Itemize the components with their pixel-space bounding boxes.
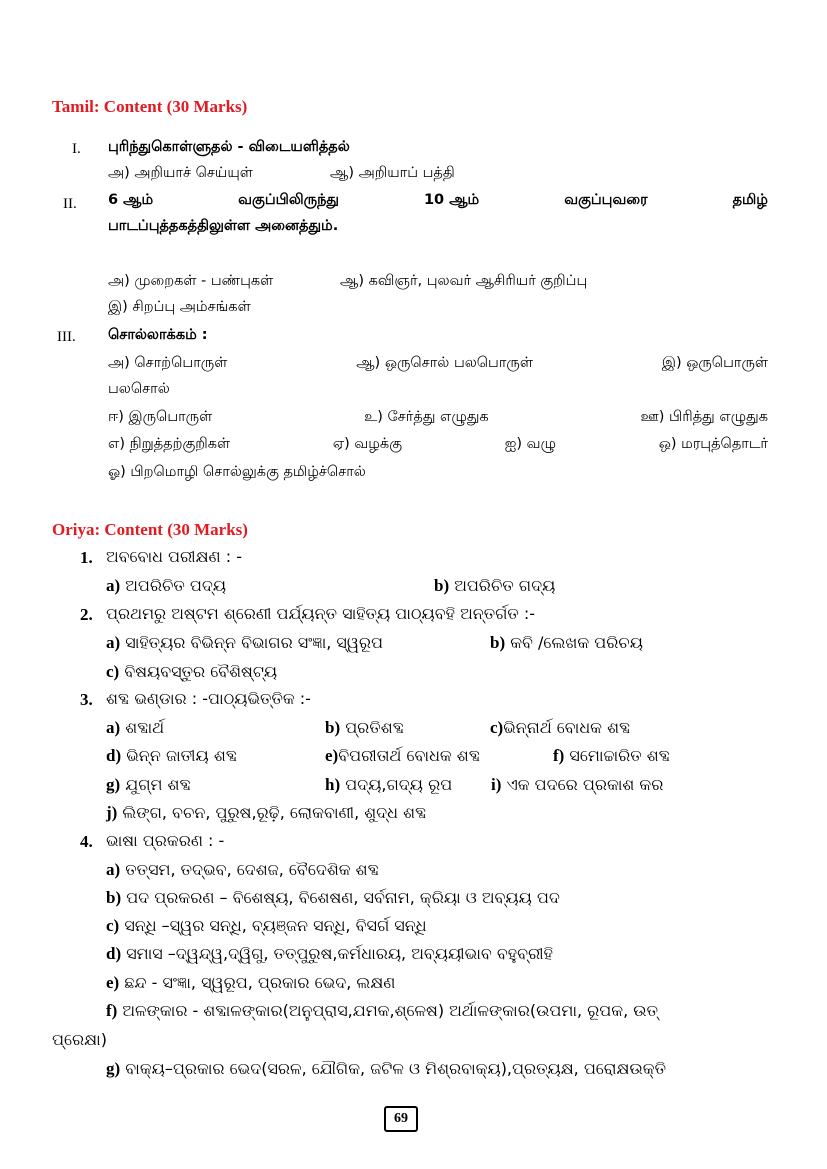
oriya-item-3g-label: g): [106, 775, 121, 794]
oriya-item-2a: [106, 633, 383, 653]
oriya-item-3j-label: j): [106, 803, 118, 822]
oriya-item-3f: [553, 746, 670, 766]
oriya-item-4c: [106, 916, 427, 936]
tamil-section-3-row-3-col-2: ஏ) வழக்கு: [332, 436, 403, 452]
oriya-item-4a: [106, 860, 379, 880]
oriya-item-3d: [106, 746, 237, 766]
oriya-item-3b-label: b): [325, 718, 341, 737]
oriya-item-4f-label: f): [106, 1001, 118, 1020]
oriya-item-4b: [106, 888, 560, 908]
oriya-item-3a-text: ଶବ୍ଦାର୍ଥ: [125, 718, 165, 737]
tamil-section-3-numeral: III.: [57, 329, 76, 345]
oriya-item-3g: [106, 775, 191, 795]
oriya-item-4a-label: a): [106, 860, 121, 879]
tamil-section-3-row-1-cont: பலசொல்: [108, 381, 170, 397]
oriya-item-1a-label: a): [106, 576, 121, 595]
tamil-section-3-title: சொல்லாக்கம் :: [108, 327, 208, 343]
oriya-item-3b: [325, 718, 404, 738]
tamil-section-2-word-4: வகுப்புவரை: [564, 192, 648, 208]
oriya-item-3h-label: h): [325, 775, 341, 794]
oriya-item-3-title: ଶବ୍ଦ ଭଣ୍ଡାର : -ପାଠ୍ୟଭିତ୍ତିକ :-: [106, 689, 311, 708]
oriya-item-4g-label: g): [106, 1059, 121, 1078]
oriya-item-1b-label: b): [434, 576, 450, 595]
oriya-item-4f-cont: ପ୍ରେକ୍ଷା): [52, 1030, 107, 1049]
tamil-section-2-item-a: அ) முறைகள் - பண்புகள்: [108, 273, 274, 289]
tamil-section-3-row-1: [108, 355, 768, 373]
oriya-item-3d-label: d): [106, 746, 122, 765]
oriya-item-4d-label: d): [106, 944, 122, 963]
oriya-item-4b-label: b): [106, 888, 122, 907]
oriya-item-1-title: ଅବବୋଧ ପରୀକ୍ଷଣ : -: [106, 547, 242, 566]
oriya-item-3a: [106, 718, 164, 738]
oriya-item-3-number: 3.: [80, 690, 93, 709]
tamil-section-1-item-b: ஆ) அறியாப் பத்தி: [330, 165, 455, 181]
oriya-item-2c: [106, 662, 277, 682]
oriya-item-2c-text: ବିଷୟବସ୍ତୁର ବୈଶିଷ୍ଟ୍ୟ: [124, 662, 278, 681]
tamil-section-2-numeral: II.: [63, 196, 77, 212]
tamil-section-3-row-1-col-1: அ) சொற்பொருள்: [108, 355, 228, 371]
oriya-item-4g-text: ବାକ୍ୟ–ପ୍ରକାର ଭେଦ(ସରଳ, ଯୌଗିକ, ଜଟିଳ ଓ ମିଶ୍ରବାକ୍ୟ),ପ୍ରତ୍ୟକ୍ଷ, ପରୋକ୍ଷଉକ୍ତି: [125, 1059, 667, 1078]
oriya-item-3c-text: ଭିନ୍ନାର୍ଥ ବୋଧକ ଶବ୍ଦ: [503, 718, 631, 737]
oriya-item-3i-label: i): [491, 775, 502, 794]
tamil-section-2-word-1: 6 ஆம்: [108, 192, 154, 208]
tamil-section-3-row-2: [108, 409, 768, 427]
oriya-item-3c-label: c): [490, 718, 504, 737]
tamil-heading: Tamil: Content (30 Marks): [52, 97, 248, 116]
oriya-item-4c-label: c): [106, 916, 120, 935]
tamil-section-2-line-1: [108, 192, 768, 210]
oriya-item-4c-text: ସନ୍ଧି –ସ୍ୱର ସନ୍ଧି, ବ୍ୟଞ୍ଜନ ସନ୍ଧି, ବିସର୍ଗ ସନ୍ଧି: [124, 916, 427, 935]
page-number: 69: [384, 1106, 418, 1132]
tamil-section-2-item-b: ஆ) கவிஞர், புலவர் ஆசிரியர் குறிப்பு: [340, 273, 588, 289]
oriya-item-3i: [491, 775, 663, 795]
oriya-item-4b-text: ପଦ ପ୍ରକରଣ – ବିଶେଷ୍ୟ, ବିଶେଷଣ, ସର୍ବନାମ, କ୍ରିୟା ଓ ଅବ୍ୟୟ ପଦ: [126, 888, 560, 907]
tamil-section-1-title: புரிந்துகொள்ளுதல் - விடையளித்தல்: [108, 139, 350, 155]
tamil-section-3-row-2-col-2: உ) சேர்த்து எழுதுக: [364, 409, 489, 425]
oriya-item-2b: [490, 633, 643, 653]
tamil-section-2-word-5: தமிழ்: [732, 192, 768, 208]
oriya-item-4d-text: ସମାସ –ଦ୍ୱନ୍ଦ୍ୱ,ଦ୍ୱିଗୁ, ତତ୍ପୁରୁଷ,କର୍ମଧାରୟ, ଅବ୍ୟୟୀଭାବ ବହୁବ୍ରୀହି: [126, 944, 553, 963]
tamil-section-2-item-c: இ) சிறப்பு அம்சங்கள்: [108, 299, 251, 315]
oriya-item-3f-label: f): [553, 746, 565, 765]
oriya-item-2c-label: c): [106, 662, 120, 681]
tamil-section-2-word-3: 10 ஆம்: [423, 192, 480, 208]
oriya-item-3e-text: ବିପରୀତାର୍ଥ ବୋଧକ ଶବ୍ଦ: [338, 746, 481, 765]
oriya-item-4g: [106, 1059, 666, 1079]
oriya-item-4e-text: ଛନ୍ଦ - ସଂଜ୍ଞା, ସ୍ୱରୂପ, ପ୍ରକାର ଭେଦ, ଲକ୍ଷଣ: [124, 973, 396, 992]
oriya-item-3a-label: a): [106, 718, 121, 737]
oriya-item-2b-text: କବି /ଲେଖକ ପରିଚୟ: [510, 633, 643, 652]
oriya-item-3j: [106, 803, 426, 823]
oriya-item-3b-text: ପ୍ରତିଶବ୍ଦ: [345, 718, 404, 737]
tamil-section-3-row-3-col-3: ஐ) வழு: [504, 436, 557, 452]
tamil-section-3-row-1-col-3: இ) ஒருபொருள்: [661, 355, 768, 371]
oriya-item-4-number: 4.: [80, 832, 93, 851]
oriya-item-4d: [106, 944, 553, 964]
oriya-item-2a-label: a): [106, 633, 121, 652]
tamil-section-1-numeral: I.: [72, 141, 81, 157]
oriya-item-4-title: ଭାଷା ପ୍ରକରଣ : -: [106, 831, 225, 850]
oriya-item-1b-text: ଅପରିଚିତ ଗଦ୍ୟ: [454, 576, 556, 595]
tamil-section-3-row-3-col-1: எ) நிறுத்தற்குறிகள்: [108, 436, 231, 452]
oriya-item-3e-label: e): [325, 746, 339, 765]
oriya-item-3f-text: ସମୋଚ୍ଚାରିତ ଶବ୍ଦ: [569, 746, 670, 765]
tamil-section-3-row-2-col-1: ஈ) இருபொருள்: [108, 409, 213, 425]
oriya-item-3j-text: ଲିଙ୍ଗ, ବଚନ, ପୁରୁଷ,ରୂଢ଼ି, ଲୋକବାଣୀ, ଶୁଦ୍ଧ ଶବ୍ଦ: [122, 803, 427, 822]
oriya-item-3h: [325, 775, 452, 795]
oriya-heading: Oriya: Content (30 Marks): [52, 520, 248, 539]
oriya-item-3d-text: ଭିନ୍ନ ଜାତୀୟ ଶବ୍ଦ: [126, 746, 238, 765]
oriya-item-1b: [434, 576, 555, 596]
oriya-item-2-title: ପ୍ରଥମରୁ ଅଷ୍ଟମ ଶ୍ରେଣୀ ପର୍ଯ୍ୟନ୍ତ ସାହିତ୍ୟ ପାଠ୍ୟବହି ଅନ୍ତର୍ଗତ :-: [106, 604, 536, 623]
oriya-item-3e: [325, 746, 480, 766]
tamil-section-3-row-1-col-2: ஆ) ஒருசொல் பலபொருள்: [356, 355, 533, 371]
tamil-section-3-row-3-col-4: ஒ) மரபுத்தொடர்: [658, 436, 768, 452]
oriya-item-2a-text: ସାହିତ୍ୟର ବିଭିନ୍ନ ବିଭାଗର ସଂଜ୍ଞା, ସ୍ୱରୂପ: [125, 633, 384, 652]
oriya-item-4a-text: ତତ୍ସମ, ତଦ୍ଭବ, ଦେଶଜ, ବୈଦେଶିକ ଶବ୍ଦ: [125, 860, 379, 879]
tamil-section-3-row-4: ஓ) பிறமொழி சொல்லுக்கு தமிழ்ச்சொல்: [108, 464, 366, 480]
oriya-item-1a: [106, 576, 226, 596]
tamil-section-2-line-2: பாடப்புத்தகத்திலுள்ள அனைத்தும்.: [108, 218, 339, 234]
oriya-item-3g-text: ଯୁଗ୍ମ ଶବ୍ଦ: [125, 775, 191, 794]
oriya-item-3h-text: ପଦ୍ୟ,ଗଦ୍ୟ ରୂପ: [345, 775, 453, 794]
oriya-item-2b-label: b): [490, 633, 506, 652]
oriya-item-3i-text: ଏକ ପଦରେ ପ୍ରକାଶ କର: [506, 775, 664, 794]
tamil-section-3-row-3: [108, 436, 768, 454]
oriya-item-4e-label: e): [106, 973, 120, 992]
tamil-section-1-item-a: அ) அறியாச் செய்யுள்: [108, 165, 253, 181]
oriya-item-4f-text: ଅଳଙ୍କାର - ଶବ୍ଦାଳଙ୍କାର(ଅନୁପ୍ରାସ,ଯମକ,ଶ୍ଳେଷ) ଅର୍ଥାଳଙ୍କାର(ଉପମା, ରୂପକ, ଉତ୍: [122, 1001, 658, 1020]
tamil-section-2-word-2: வகுப்பிலிருந்து: [238, 192, 339, 208]
oriya-item-4e: [106, 973, 395, 993]
tamil-section-3-row-2-col-3: ஊ) பிரித்து எழுதுக: [640, 409, 768, 425]
oriya-item-4f: [106, 1001, 658, 1021]
oriya-item-2-number: 2.: [80, 605, 93, 624]
oriya-item-1-number: 1.: [80, 548, 93, 567]
oriya-item-1a-text: ଅପରିଚିତ ପଦ୍ୟ: [125, 576, 227, 595]
oriya-item-3c: [490, 718, 630, 738]
